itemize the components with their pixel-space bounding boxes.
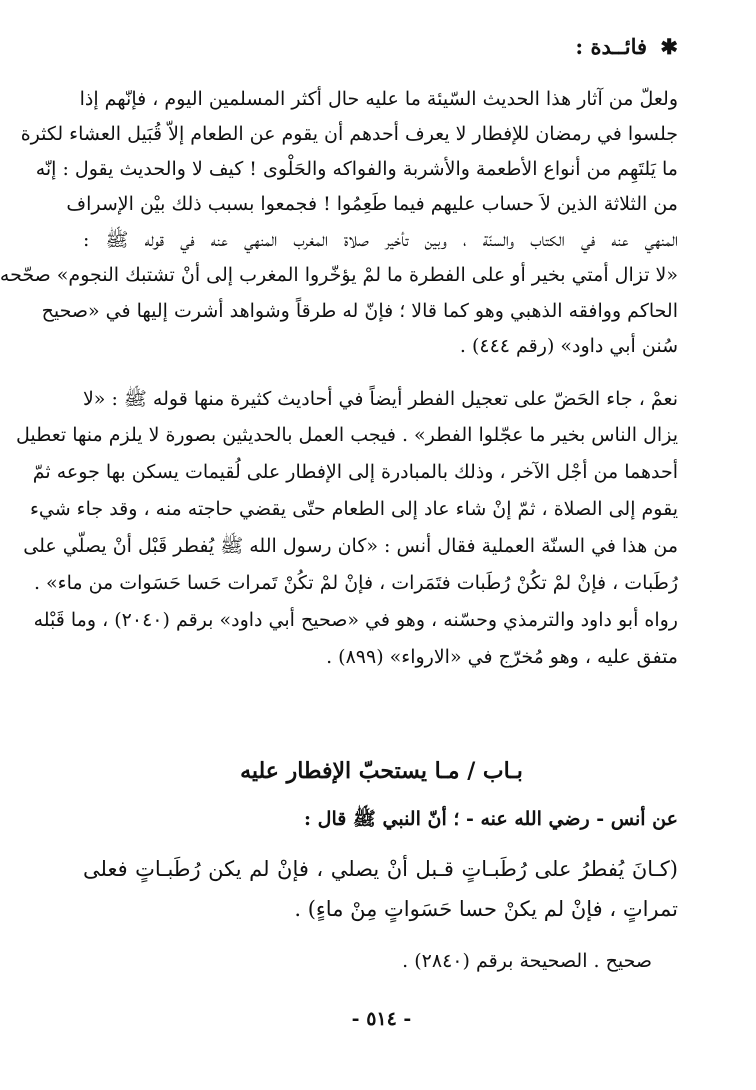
paragraph-line: يقوم إلى الصلاة ، ثمّ إنْ شاء عاد إلى الطعام حتّى يقضي حاجته منه ، وقد جاء شيء [29, 498, 678, 520]
paragraph-line: رُطَبات ، فإنْ لمْ تكُنْ رُطَبات فتَمَرات ، فإنْ لمْ تكُنْ تَمرات حَسا حَسَوات من ماء» . [33, 572, 678, 594]
paragraph-line: أحدهما من أجْل الآخر ، وذلك بالمبادرة إلى الإفطار على لُقيمات يسكن بها جوعه ثمّ [32, 461, 678, 483]
grading-text: صحيح . الصحيحة برقم (٢٨٤٠) . [402, 950, 652, 972]
page-number: - ٥١٤ - [351, 1008, 412, 1030]
hadith-line: (كـانَ يُفطرُ على رُطَبـاتٍ قـبل أنْ يصلي ، فإنْ لم يكن رُطَبـاتٍ فعلى [83, 857, 678, 881]
paragraph-line: ما يَلتَهِم من أنواع الأطعمة والأشربة والفواكه والحَلْوى ! كيف لا والحديث يقول : إنّه [35, 158, 678, 180]
heading-title: فائــدة : [575, 34, 648, 59]
paragraph-line: «لا تزال أمتي بخير أو على الفطرة ما لمْ يؤخّروا المغرب إلى أنْ تشتبك النجوم» صحّحه [0, 264, 678, 286]
paragraph-line: جلسوا في رمضان للإفطار لا يعرف أحدهم أن يقوم عن الطعام إلاّ قُبَيل العشاء لكثرة [20, 123, 678, 145]
paragraph-line: نعمْ ، جاء الحَضّ على تعجيل الفطر أيضاً في أحاديث كثيرة منها قوله ﷺ : «لا [82, 388, 678, 410]
asterisk-icon: ✱ [660, 34, 678, 59]
paragraph-line: من الثلاثة الذين لاَ حساب عليهم فيما طَعِمُوا ! فجمعوا بسبب ذلك بيْن الإسراف [66, 193, 678, 215]
hadith-line: تمراتٍ ، فإنْ لم يكنْ حسا حَسَواتٍ مِنْ ماءٍ) . [294, 897, 678, 921]
section-heading [575, 34, 678, 59]
paragraph-line: رواه أبو داود والترمذي وحسّنه ، وهو في «صحيح أبي داود» برقم (٢٠٤٠) ، وما قَبْله [33, 609, 678, 631]
chapter-title: بـاب / مـا يستحبّ الإفطار عليه [240, 758, 523, 784]
paragraph-line: الحاكم ووافقه الذهبي وهو كما قالا ؛ فإنّ له طرقاً وشواهد أشرت إليها في «صحيح [41, 300, 678, 322]
paragraph-line: المنهي عنه في الكتاب والسنّة ، وبين تأخير صلاة المغرب المنهي عنه في قوله ﷺ : [83, 229, 678, 251]
narration-intro: عن أنس - رضي الله عنه - ؛ أنّ النبي ﷺ قال : [304, 808, 678, 830]
paragraph-line: متفق عليه ، وهو مُخرّج في «الارواء» (٨٩٩) . [326, 646, 678, 668]
paragraph-line: سُنن أبي داود» (رقم ٤٤٤) . [459, 335, 678, 357]
paragraph-line: يزال الناس بخير ما عجّلوا الفطر» . فيجب العمل بالحديثين بصورة لا يلزم منها تعطيل [16, 424, 678, 446]
paragraph-line: ولعلّ من آثار هذا الحديث السّيئة ما عليه حال أكثر المسلمين اليوم ، فإنّهم إذا [79, 88, 678, 110]
paragraph-line: من هذا في السنّة العملية فقال أنس : «كان رسول الله ﷺ يُفطر قَبْل أنْ يصلّي على [23, 535, 678, 557]
